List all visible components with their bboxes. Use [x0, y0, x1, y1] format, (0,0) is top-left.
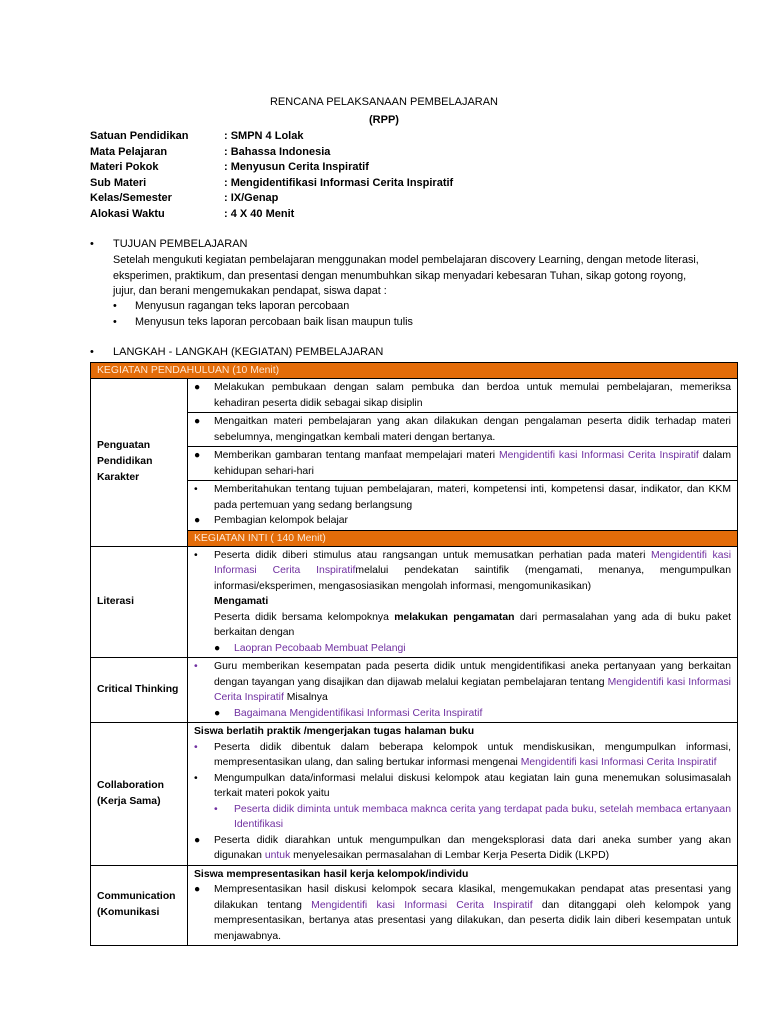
comm-content: Siswa mempresentasikan hasil kerja kelompok/individu ● Mempresentasikan hasil diskusi kelompok secara klasikal, mengemukakan pendapat atas presentasi yang dilakukan tentang Mengidentifi kasi Informasi Cerita Inspiratif dan ditanggapi oleh kelompok yang mempresentasikan, bertanya atas presentasi yang dilakukan, dan peserta didik lain diberi kesempatan untuk menjawabnya.: [188, 865, 738, 946]
document-subtitle: (RPP): [369, 114, 399, 126]
item-text: menyelesaikan permasalahan di Lembar Kerja Peserta Didik (LKPD): [290, 850, 610, 861]
meta-label: Sub Materi: [90, 176, 147, 189]
pendahuluan-item: ● Mengaitkan materi pembelajaran yang akan dilakukan dengan pengalaman peserta didik terhadap materi sebelumnya, mengingatkan kembali materi dengan bertanya.: [188, 413, 738, 447]
item-text: dalam kehidupan sehari-hari: [214, 450, 731, 477]
item-text: Mempresentasikan hasil diskusi kelompok secara klasikal, mengemukakan pendapat atas presentasi yang dilakukan tentang: [214, 884, 731, 911]
meta-value: : SMPN 4 Lolak: [224, 130, 304, 142]
pendahuluan-header-row: [91, 363, 738, 379]
inti-header-row: [91, 530, 738, 546]
materi-link-text: Mengidentifi kasi Informasi Cerita Inspiratif: [520, 757, 717, 768]
critical-row: [91, 658, 738, 723]
materi-link-text: untuk: [264, 850, 291, 861]
item-text: Peserta didik diarahkan untuk mengumpulkan dan mengeksplorasi data dari aneka sumber yang akan digunakan: [214, 834, 731, 861]
pendahuluan-header: [91, 363, 738, 379]
item-text: Peserta didik dibentuk dalam beberapa kelompok untuk mendiskusikan, mengumpulkan informasi, mempresentasikan ulang, dan saling bertukar informasi mengenai: [214, 741, 731, 768]
tujuan-item-text: Menyusun teks laporan percobaan baik lisan maupun tulis: [135, 316, 413, 328]
item-text: Misalnya: [283, 692, 328, 703]
pendahuluan-row: [91, 481, 738, 531]
meta-label: Satuan Pendidikan: [90, 130, 189, 142]
item-text: Pembagian kelompok belajar: [214, 515, 349, 526]
item-text: Guru memberikan kesempatan pada peserta didik untuk mengidentifikasi aneka pertanyaan yang berkaitan dengan tayangan yang disajikan dan dijawab melalui kegiatan pembelajaran tentang: [214, 661, 731, 688]
item-text: Memberitahukan tentang tujuan pembelajaran, materi, kompetensi inti, kompetensi dasar, indikator, dan KKM pada pertemuan yang sedang berlangsung: [214, 484, 731, 511]
tujuan-item-text: Menyusun ragangan teks laporan percobaan: [135, 300, 350, 312]
item-text: Peserta didik diberi stimulus atau rangsangan untuk memusatkan perhatian pada materi: [214, 549, 651, 561]
meta-value: : Bahassa Indonesia: [224, 145, 331, 158]
item-text: Melakukan pembukaan dengan salam pembuka dan berdoa untuk memulai pembelajaran, memeriksa kehadiran peserta didik sebagai sikap disiplin: [214, 382, 731, 409]
pendahuluan-item: ● Melakukan pembukaan dengan salam pembuka dan berdoa untuk memulai pembelajaran, memeriksa kehadiran peserta didik sebagai sikap disiplin: [188, 379, 738, 413]
pendahuluan-left-label: Penguatan Pendidikan Karakter: [91, 379, 188, 547]
pendahuluan-item: ● Memberikan gambaran tentang manfaat mempelajari materi Mengidentifi kasi Informasi Cerita Inspiratif dalam kehidupan sehari-hari: [188, 447, 738, 481]
sub-item-text: Peserta didik diminta untuk membaca maknca cerita yang terdapat pada buku, setelah membaca ertanyaan Identifikasi: [234, 803, 731, 830]
pendahuluan-row: [91, 379, 738, 413]
meta-label: Kelas/Semester: [90, 192, 172, 204]
tujuan-line: eksperimen, praktikum, dan presentasi dengan menumbuhkan sikap menyadari kebesaran Tuhan, sikap gotong royong,: [113, 269, 687, 282]
collab-row: [91, 723, 738, 866]
tujuan-paragraph: [113, 253, 699, 300]
meta-row: [90, 129, 453, 145]
materi-link-text: Mengidentifi kasi Informasi Cerita Inspiratif: [214, 676, 731, 703]
literasi-content: • Peserta didik diberi stimulus atau rangsangan untuk memusatkan perhatian pada materi Mengidentifi kasi Informasi Cerita Inspiratifmelalui pendekatan saintifik (mengamati, menanya, mengumpulkan informasi/eksperimen, mengasosiasikan mengolah informasi, mengomunikasikan) Mengamati Peserta didik bersama kelompoknya melakukan pengamatan dari permasalahan yang ada di buku paket berkaitan dengan ● Laopran Pecobaab Membuat Pelangi: [188, 546, 738, 658]
item-text: melalui pendekatan saintifik (mengamati, menanya, mengumpulkan informasi/eksperimen, mengasosiasikan mengolah informasi, mengomunikasikan): [214, 565, 731, 592]
literasi-row: [91, 546, 738, 658]
literasi-label: Literasi: [91, 546, 188, 658]
tujuan-item: • Menyusun teks laporan percobaan baik lisan maupun tulis: [113, 316, 413, 328]
inti-header-text: KEGIATAN INTI ( 140 Menit): [194, 532, 326, 544]
item-text: Mengumpulkan data/informasi melalui diskusi kelompok atau kegiatan lain guna menemukan solusimasalah terkait materi pokok yaitu: [214, 772, 731, 799]
meta-row: [90, 207, 453, 223]
langkah-bullet: •: [90, 346, 94, 358]
sub-item-text: Laopran Pecobaab Membuat Pelangi: [234, 642, 406, 654]
tujuan-line: jujur, dan berani mengemukakan pendapat, siswa dapat :: [113, 285, 387, 297]
sub-item-text: Bagaimana Mengidentifikasi Informasi Cerita Inspiratif: [234, 707, 483, 719]
comm-row: [91, 865, 738, 946]
meta-row: [90, 191, 453, 207]
meta-value: : 4 X 40 Menit: [224, 207, 295, 220]
meta-label: Alokasi Waktu: [90, 207, 165, 220]
materi-link-text: Mengidentifi kasi Informasi Cerita Inspiratif: [311, 899, 533, 911]
identity-block: [90, 129, 453, 222]
meta-value: : IX/Genap: [224, 192, 279, 204]
meta-value: : Menyusun Cerita Inspiratif: [224, 161, 369, 173]
tujuan-item: • Menyusun ragangan teks laporan percobaan: [113, 300, 350, 312]
materi-link-text: Mengidentifi kasi Informasi Cerita Inspiratif: [214, 549, 731, 576]
item-text: dari permasalahan yang ada di buku paket berkaitan dengan: [214, 611, 731, 638]
item-text: Memberikan gambaran tentang manfaat mempelajari materi: [214, 450, 499, 461]
comm-label: Communication (Komunikasi: [91, 865, 188, 946]
item-text: dan ditanggapi oleh kelompok yang mempresentasikan, bertanya atas presentasi yang dilakukan, dan peserta didik lain diberi kesempatan untuk menjawabnya.: [214, 899, 731, 942]
pendahuluan-row: [91, 413, 738, 447]
item-text-bold: melakukan pengamatan: [394, 611, 515, 623]
item-text: Peserta didik bersama kelompoknya: [214, 611, 395, 623]
meta-label: Mata Pelajaran: [90, 145, 168, 158]
langkah-heading: LANGKAH - LANGKAH (KEGIATAN) PEMBELAJARAN: [113, 346, 384, 358]
document-title: RENCANA PELAKSANAAN PEMBELAJARAN: [269, 96, 499, 108]
mengamati-label: Mengamati: [214, 596, 269, 607]
meta-row: [90, 160, 453, 176]
inti-header: [188, 530, 738, 546]
tujuan-heading: TUJUAN PEMBELAJARAN: [113, 238, 248, 250]
item-text: Mengaitkan materi pembelajaran yang akan dilakukan dengan pengalaman peserta didik terhadap materi sebelumnya, mengingatkan kembali materi dengan bertanya.: [214, 416, 731, 443]
pendahuluan-item: • Memberitahukan tentang tujuan pembelajaran, materi, kompetensi inti, kompetensi dasar, indikator, dan KKM pada pertemuan yang sedang berlangsung ● Pembagian kelompok belajar: [188, 481, 738, 531]
pendahuluan-header-text: KEGIATAN PENDAHULUAN (10 Menit): [97, 365, 280, 376]
critical-label: Critical Thinking: [91, 658, 188, 723]
collab-label: Collaboration (Kerja Sama): [91, 723, 188, 866]
critical-content: • Guru memberikan kesempatan pada peserta didik untuk mengidentifikasi aneka pertanyaan yang berkaitan dengan tayangan yang disajikan dan dijawab melalui kegiatan pembelajaran tentang Mengidentifi kasi Informasi Cerita Inspiratif Misalnya ● Bagaimana Mengidentifikasi Informasi Cerita Inspiratif: [188, 658, 738, 723]
meta-label: Materi Pokok: [90, 161, 159, 173]
meta-row: [90, 176, 453, 192]
pengamatan-text: [194, 610, 731, 641]
materi-link-text: Mengidentifi kasi Informasi Cerita Inspiratif: [499, 450, 699, 461]
collab-heading: Siswa berlatih praktik /mengerjakan tugas halaman buku: [194, 726, 475, 737]
pendahuluan-row: [91, 447, 738, 481]
meta-value: : Mengidentifikasi Informasi Cerita Inspiratif: [224, 176, 454, 189]
activities-table: [90, 362, 738, 946]
collab-content: Siswa berlatih praktik /mengerjakan tugas halaman buku • Peserta didik dibentuk dalam beberapa kelompok untuk mendiskusikan, mengumpulkan informasi, mempresentasikan ulang, dan saling bertukar informasi mengenai Mengidentifi kasi Informasi Cerita Inspiratif • Mengumpulkan data/informasi melalui diskusi kelompok atau kegiatan lain guna menemukan solusimasalah terkait materi pokok yaitu • Peserta didik diminta untuk membaca maknca cerita yang terdapat pada buku, setelah membaca ertanyaan Identifikasi ● Peserta didik diarahkan untuk mengumpulkan dan mengeksplorasi data dari aneka sumber yang akan digunakan untuk menyelesaikan permasalahan di Lembar Kerja Peserta Didik (LKPD): [188, 723, 738, 866]
tujuan-bullet: •: [90, 238, 94, 250]
tujuan-line: Setelah mengukuti kegiatan pembelajaran menggunakan model pembelajaran discovery Learning, dengan metode literasi,: [113, 254, 699, 266]
meta-row: [90, 145, 453, 161]
comm-heading: Siswa mempresentasikan hasil kerja kelompok/individu: [194, 868, 469, 880]
